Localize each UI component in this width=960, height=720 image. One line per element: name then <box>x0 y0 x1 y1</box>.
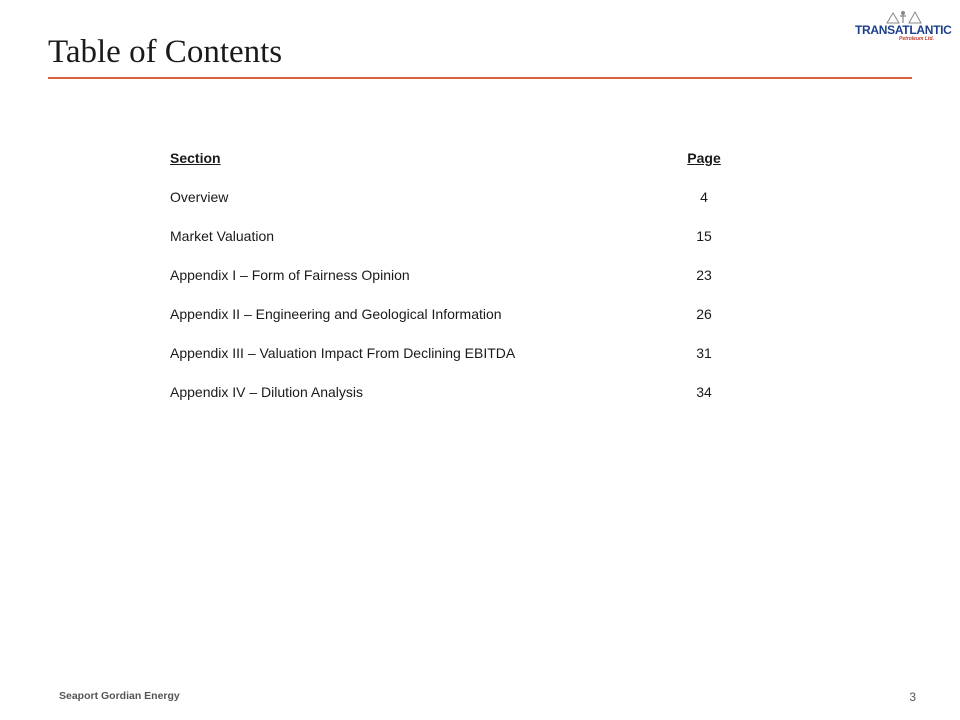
footer-page-number: 3 <box>909 690 916 704</box>
toc-page-number: 23 <box>696 267 712 283</box>
toc-section-title: Appendix III – Valuation Impact From Declining EBITDA <box>170 345 516 361</box>
logo-subtitle: Petroleum Ltd. <box>899 36 935 42</box>
toc-page-number: 15 <box>696 228 712 244</box>
toc-section-title: Appendix IV – Dilution Analysis <box>170 384 363 400</box>
toc-page-number: 4 <box>700 189 708 205</box>
toc-row[interactable] <box>170 306 740 345</box>
toc-section-title: Overview <box>170 189 229 205</box>
toc-section-title: Market Valuation <box>170 228 275 244</box>
toc-header-row <box>170 150 740 189</box>
toc-row[interactable] <box>170 228 740 267</box>
toc-row[interactable] <box>170 345 740 384</box>
company-logo <box>855 10 952 44</box>
toc-section-heading: Section <box>170 150 221 166</box>
table-of-contents <box>170 150 740 423</box>
toc-section-title: Appendix II – Engineering and Geological Information <box>170 306 502 322</box>
toc-row[interactable] <box>170 189 740 228</box>
toc-page-number: 31 <box>696 345 712 361</box>
toc-page-heading: Page <box>687 150 721 166</box>
toc-page-number: 34 <box>696 384 712 400</box>
toc-row[interactable] <box>170 384 740 423</box>
toc-section-title: Appendix I – Form of Fairness Opinion <box>170 267 410 283</box>
title-divider <box>48 77 912 79</box>
oil-rig-icon <box>883 10 923 24</box>
logo-wordmark: TRANSATLANTIC <box>855 23 952 37</box>
toc-page-number: 26 <box>696 306 712 322</box>
toc-row[interactable] <box>170 267 740 306</box>
footer-company: Seaport Gordian Energy <box>59 690 180 702</box>
page-title: Table of Contents <box>48 34 283 70</box>
